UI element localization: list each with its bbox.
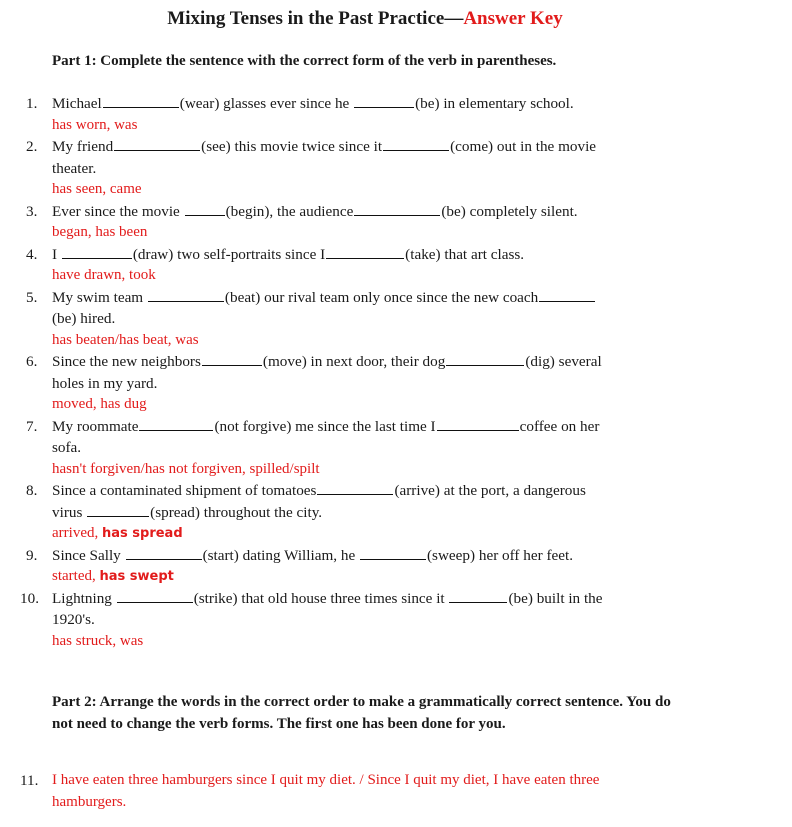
answer-blank [446,351,524,366]
answer-text [52,770,692,813]
answer-blank [139,416,213,431]
list-item [0,545,692,588]
part2-heading: Part 2: Arrange the words in the correct order to make a grammatically correct sentence. You do not need to change the verb forms. The first one has been done for you. [52,694,671,732]
answer-blank [126,545,202,560]
answer-blank [360,545,426,560]
question-part: (take) that art class. [405,245,525,263]
question-part: Since a contaminated shipment of tomatoes [52,482,317,499]
answer-text [52,566,692,588]
list-item [0,287,692,352]
question-part: (draw) two self-portraits since I [132,245,326,263]
question-part: (be) hired. [52,310,116,327]
list-item [0,244,692,287]
list-item [0,770,692,813]
part1-heading: Part 1: Complete the sentence with the correct form of the verb in parentheses. [52,53,557,69]
item-number: 2. [26,138,38,155]
answer-blank [449,588,507,603]
question-part: theater. [52,159,97,177]
question-part: (be) completely silent. [441,202,578,220]
question-text [52,136,692,179]
answer-text: has worn, was [52,116,138,133]
item-number: 3. [26,202,38,220]
answer-part: has swept [99,569,174,584]
answer-blank [185,201,225,216]
answer-blank [103,93,179,108]
question-part: (dig) several [525,353,602,370]
question-part: (be) in elementary school. [415,95,574,112]
answer-blank [354,93,414,108]
answer-blank [317,480,393,495]
answer-blank [87,502,149,517]
list-item [0,136,692,201]
question-part: (not forgive) me since the last time I [214,417,436,435]
question-part: (come) out in the movie [450,138,597,155]
answer-blank [437,416,519,431]
question-part: (sweep) her off her feet. [427,546,574,564]
question-text [52,287,692,330]
question-part: Since the new neighbors [52,353,201,370]
title-dash: — [444,8,464,29]
item-number: 5. [26,288,38,306]
answer-part: has spread [101,526,183,541]
question-part: (spread) throughout the city. [150,503,323,521]
question-part: I [52,245,58,263]
list-item [0,588,692,653]
answer-blank [326,244,404,259]
answer-blank [148,287,224,302]
question-text [52,416,692,459]
answer-blank [354,201,440,216]
question-part: (be) built in the [508,589,603,607]
question-part: My swim team [52,288,144,306]
answer-text: began, has been [52,224,148,240]
question-part: (wear) glasses ever since he [179,95,350,112]
question-part: (start) dating William, he [202,546,356,564]
answer-blank [539,287,595,302]
question-text [52,588,692,631]
title-main: Mixing Tenses in the Past Practice [167,8,445,29]
answer-text: has beaten/has beat, was [52,331,199,348]
question-text [52,93,692,115]
question-part: Ever since the movie [52,202,180,220]
item-number: 6. [26,353,38,370]
question-text [52,545,692,567]
answer-blank [114,136,200,151]
question-text [52,244,692,266]
item-number: 7. [26,417,38,435]
answer-blank [117,588,193,603]
answer-part: arrived, [52,525,99,541]
item-number: 10. [20,589,39,607]
question-part: 1920's. [52,611,95,628]
question-text [52,480,692,523]
question-part: (beat) our rival team only once since the new coach [224,288,539,306]
answer-text [52,523,692,545]
answer-text: hasn't forgiven/has not forgiven, spilled/spilt [52,460,320,477]
list-item [0,93,692,136]
question-part: My friend [52,138,114,155]
page-title [0,7,730,31]
question-part: (strike) that old house three times since it [193,589,445,607]
item-number: 1. [26,95,38,112]
list-item [0,201,692,244]
answer-line: I have eaten three hamburgers since I quit my diet. / Since I quit my diet, I have eaten three [52,772,600,788]
question-text [52,351,692,394]
answer-blank [62,244,132,259]
answer-line: hamburgers. [52,793,127,810]
answer-part: started, [52,568,96,584]
item-number: 9. [26,546,38,564]
question-part: Since Sally [52,546,121,564]
question-part: sofa. [52,439,82,456]
answer-text: have drawn, took [52,267,156,283]
item-number: 8. [26,482,38,499]
question-text [52,201,692,223]
answer-text: moved, has dug [52,396,147,412]
question-part: My roommate [52,417,139,435]
question-part: (begin), the audience [225,202,354,220]
question-part: coffee on her [519,417,600,435]
question-part: (move) in next door, their dog [262,353,446,370]
list-item [0,416,692,481]
answer-blank [202,351,262,366]
answer-text: has seen, came [52,181,142,197]
question-part: (arrive) at the port, a dangerous [394,482,586,499]
answer-text: has struck, was [52,632,144,649]
list-item [0,480,692,545]
item-number: 11. [20,772,39,789]
item-number: 4. [26,245,38,263]
title-answer-key: Answer Key [463,8,563,29]
part1-items [0,93,792,652]
question-part: Lightning [52,589,112,607]
question-part: (see) this movie twice since it [201,138,383,155]
question-part: Michael [52,95,102,112]
question-part: virus [52,503,83,521]
list-item [0,351,692,416]
answer-blank [383,136,449,151]
question-part: holes in my yard. [52,374,158,392]
